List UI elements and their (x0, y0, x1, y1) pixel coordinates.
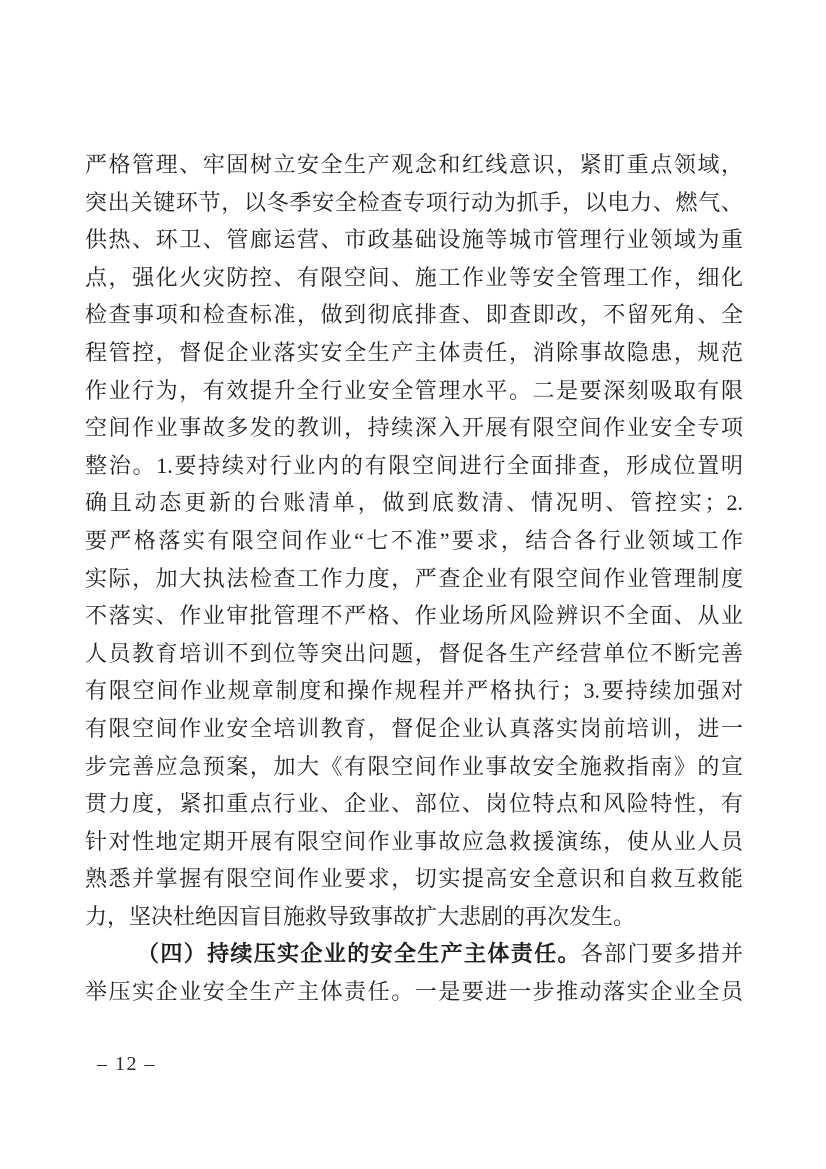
body-line: 人员教育培训不到位等突出问题，督促各生产经营单位不断完善 (85, 640, 743, 666)
body-line: 力，坚决杜绝因盲目施救导致事故扩大悲剧的再次发生。 (85, 903, 636, 929)
body-line: 供热、环卫、管廊运营、市政基础设施等城市管理行业领域为重 (85, 227, 743, 253)
body-line: 整治。1.要持续对行业内的有限空间进行全面排查，形成位置明 (85, 452, 743, 478)
body-line: 要严格落实有限空间作业“七不准”要求，结合各行业领域工作 (85, 527, 744, 553)
document-body (85, 146, 743, 1011)
body-line: 检查事项和检查标准，做到彻底排查、即查即改，不留死角、全 (85, 302, 743, 328)
body-line: 有限空间作业安全培训教育，督促企业认真落实岗前培训，进一 (85, 715, 743, 741)
body-line: 确且动态更新的台账清单，做到底数清、情况明、管控实；2. (85, 490, 743, 516)
body-line: 步完善应急预案，加大《有限空间作业事故安全施救指南》的宣 (85, 753, 743, 779)
body-line: 点，强化火灾防控、有限空间、施工作业等安全管理工作，细化 (85, 264, 743, 290)
body-line: 不落实、作业审批管理不严格、作业场所风险辨识不全面、从业 (85, 603, 743, 629)
body-line: 程管控，督促企业落实安全生产主体责任，消除事故隐患，规范 (85, 339, 743, 365)
body-line: 严格管理、牢固树立安全生产观念和红线意识，紧盯重点领域， (85, 152, 743, 177)
section-four-heading: （四）持续压实企业的安全生产主体责任。 (137, 941, 581, 967)
body-line: 熟悉并掌握有限空间作业要求，切实提高安全意识和自救互救能 (85, 866, 743, 892)
body-line: 作业行为，有效提升全行业安全管理水平。二是要深刻吸取有限 (85, 377, 743, 403)
body-line: 贯力度，紧扣重点行业、企业、部位、岗位特点和风险特性，有 (85, 791, 743, 817)
body-line: 突出关键环节，以冬季安全检查专项行动为抓手，以电力、燃气、 (85, 189, 743, 215)
section-four-opening-line (85, 935, 743, 973)
body-line: 有限空间作业规章制度和操作规程并严格执行；3.要持续加强对 (85, 678, 743, 704)
body-line: 针对性地定期开展有限空间作业事故应急救援演练，使从业人员 (85, 828, 743, 854)
body-line: 实际，加大执法检查工作力度，严查企业有限空间作业管理制度 (85, 565, 743, 591)
section-four-after-heading: 各部门要多措并 (580, 941, 743, 967)
section-four-second-line: 举压实企业安全生产主体责任。一是要进一步推动落实企业全员 (85, 979, 743, 1005)
page-number: – 12 – (97, 1053, 156, 1075)
body-line: 空间作业事故多发的教训，持续深入开展有限空间作业安全专项 (85, 415, 743, 441)
